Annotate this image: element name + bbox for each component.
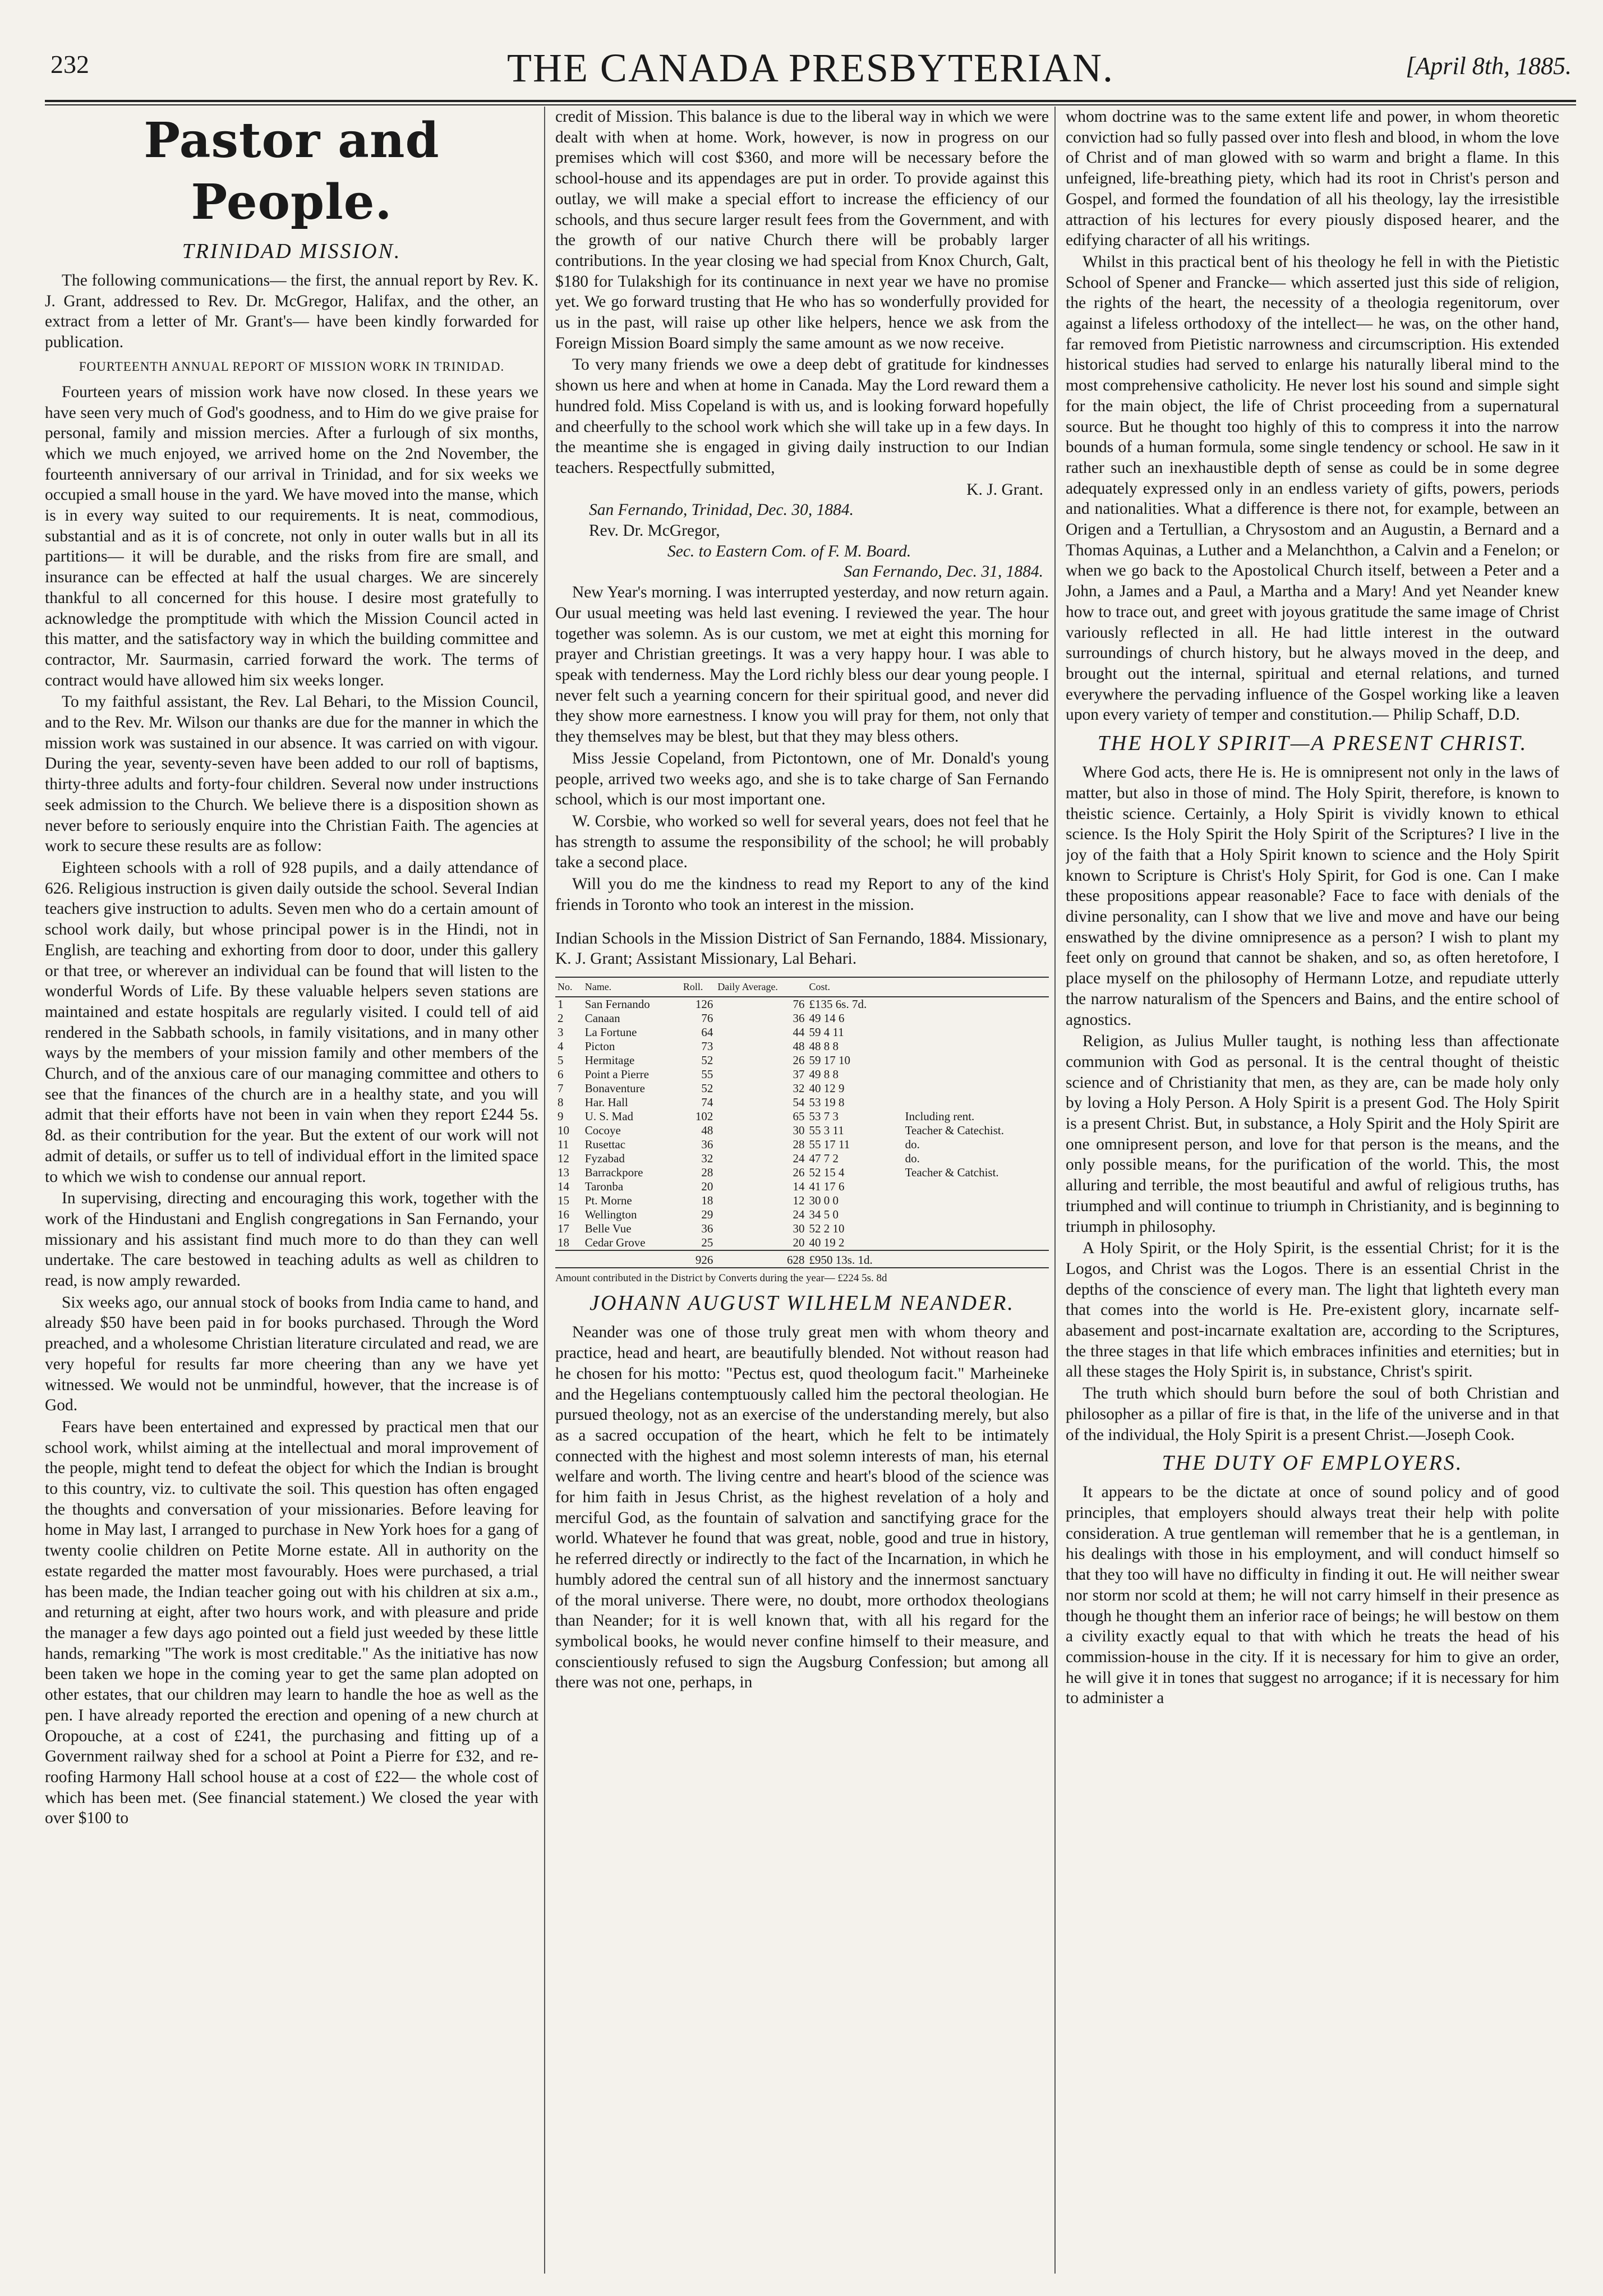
table-cell: 48 <box>701 1124 713 1138</box>
table-cell <box>903 1236 1049 1250</box>
column-1 <box>45 107 538 2274</box>
page-header <box>45 45 1576 101</box>
table-cell: 30 <box>793 1222 805 1236</box>
table-row <box>555 1208 1049 1222</box>
table-cell: 25 <box>701 1236 713 1250</box>
table-row <box>555 1124 1049 1138</box>
column-divider <box>544 107 545 2274</box>
table-cell: Belle Vue <box>584 1222 632 1236</box>
table-cell: Including rent. <box>905 1110 975 1124</box>
table-cell: do. <box>905 1138 920 1152</box>
table-cell: 65 <box>793 1110 805 1124</box>
table-cell: £135 6s. 7d. <box>809 997 867 1011</box>
table-cell: 47 7 2 <box>809 1152 839 1166</box>
table-cell <box>903 1180 1049 1194</box>
table-cell: 54 <box>793 1096 805 1110</box>
table-cell: 52 <box>701 1082 713 1096</box>
table-cell <box>903 1039 1049 1053</box>
body-paragraph: It appears to be the dictate at once of sound policy and of good principles, that employers should always treat their help with polite consideration. A true gentleman will remember that he is a gentleman, in his dealings with those in his employment, and will conduct himself so that they too will have no difficulty in finding it out. He will neither swear nor storm nor scold at them; he will not carry himself in their presence as though he thought them an inferior race of beings; he will bestow on them a civility exactly equal to that with which he treats the head of his commission-house in the city. If it is necessary for him to give an order, he will give it in tones that suggest no arrogance; if it is necessary for him to administer a <box>1066 1483 1559 1708</box>
table-cell: 36 <box>701 1222 713 1236</box>
table-cell <box>903 1025 1049 1039</box>
table-cell <box>903 1096 1049 1110</box>
table-row <box>555 1025 1049 1039</box>
body-paragraph: W. Corsbie, who worked so well for several years, does not feel that he has strength to assume the responsibility of the school; he will probably take a second place. <box>555 812 1049 872</box>
table-row <box>555 1039 1049 1053</box>
table-row <box>555 1152 1049 1166</box>
body-paragraph: credit of Mission. This balance is due to the liberal way in which we were dealt with when at home. Work, however, is now in progress on our premises which will cost $360, and more will be necessary before the school-house and its appendages are put in order. To provide against this outlay, we will make a special effort to increase the efficiency of our schools, and thus secure larger result fees from the Government, and with the growth of our native Church there will be probably larger contributions. In the year closing we had special from Knox Church, Galt, $180 for Tulakshigh for its continuance in next year we have no promise yet. We go forward trusting that He who has so wonderfully provided for us in the past, will raise up other like helpers, hence we ask from the Foreign Mission Board simply the same amount as we now receive. <box>555 108 1049 352</box>
table-cell: do. <box>905 1152 920 1166</box>
table-row <box>555 1166 1049 1180</box>
table-cell <box>903 1208 1049 1222</box>
addressee-title: Sec. to Eastern Com. of F. M. Board. <box>667 542 911 560</box>
table-cell: Pt. Morne <box>584 1194 632 1208</box>
table-caption: Indian Schools in the Mission District of San Fernando, 1884. Missionary, K. J. Grant; Assistant Missionary, Lal Behari. <box>555 930 1048 968</box>
column-header: No. <box>555 977 583 997</box>
table-cell: 20 <box>793 1236 805 1250</box>
table-cell: 16 <box>558 1208 569 1222</box>
column-divider <box>1054 107 1056 2274</box>
table-cell <box>903 1082 1049 1096</box>
table-cell: 8 <box>558 1096 564 1110</box>
table-cell: 55 17 11 <box>809 1138 850 1152</box>
table-row <box>555 1222 1049 1236</box>
table-cell: 52 15 4 <box>809 1166 845 1180</box>
table-cell: Har. Hall <box>584 1096 628 1110</box>
table-cell: Bonaventure <box>584 1082 645 1096</box>
table-cell: 628 <box>715 1250 807 1268</box>
table-cell: 55 <box>701 1068 713 1082</box>
column-header: Name. <box>583 977 681 997</box>
table-cell: Cocoye <box>584 1124 621 1138</box>
table-cell: 53 7 3 <box>809 1110 839 1124</box>
table-cell: 9 <box>558 1110 564 1124</box>
report-place-date: San Fernando, Trinidad, Dec. 30, 1884. <box>589 501 854 519</box>
body-paragraph: Eighteen schools with a roll of 928 pupils, and a daily attendance of 626. Religious instruction is given daily outside the school. Several Indian teachers give instruction to adults. Seven men who do a certain amount of school work daily, but whose principal power is in the Hindi, not in English, are teaching and exhorting from door to door, under this gallery or that tree, or wherever an individual can be found that will listen to the wonderful Words of Life. By these valuable helpers seven stations are maintained and estate hospitals are regularly visited. I could tell of aid rendered in the Sabbath schools, in family visitations, and in many other ways by the members of your mission family and other members of the Church, and of the anxious care of our managing committee and others to see that the finances of the church are in a healthy state, and you will admit that their efforts have not been in vain when they report £244 5s. 8d. as their contribution for the year. But the extent of our work will not admit of details, or suffer us to tell of individual effort in the limited space to which we wish to condense our annual report. <box>45 858 538 1186</box>
table-body <box>555 997 1049 1268</box>
table-cell: 28 <box>701 1166 713 1180</box>
table-cell: 2 <box>558 1011 564 1025</box>
table-cell: Picton <box>584 1039 615 1053</box>
table-cell: 24 <box>793 1152 805 1166</box>
table-cell: 59 17 10 <box>809 1053 851 1068</box>
table-cell <box>903 1222 1049 1236</box>
table-cell: 40 19 2 <box>809 1236 845 1250</box>
table-cell <box>903 1068 1049 1082</box>
table-cell: 5 <box>558 1053 564 1068</box>
intro-paragraph: The following communications— the first, the annual report by Rev. K. J. Grant, addressed to Rev. Dr. McGregor, Halifax, and the other, an extract from a letter of Mr. Grant's— have been kindly forwarded for publication. <box>45 272 538 352</box>
column-header: Roll. <box>681 977 715 997</box>
table-cell: 26 <box>793 1166 805 1180</box>
table-cell: 76 <box>793 997 805 1011</box>
table-cell: Taronba <box>584 1180 624 1194</box>
table-cell: 76 <box>701 1011 713 1025</box>
table-cell: 74 <box>701 1096 713 1110</box>
table-cell <box>555 1250 583 1268</box>
table-cell: 44 <box>793 1025 805 1039</box>
table-cell: 40 12 9 <box>809 1082 845 1096</box>
report-title: FOURTEENTH ANNUAL REPORT OF MISSION WORK IN TRINIDAD. <box>79 359 505 374</box>
signature: K. J. Grant. <box>966 480 1043 499</box>
table-cell: 30 <box>793 1124 805 1138</box>
table-cell: 73 <box>701 1039 713 1053</box>
table-cell: 10 <box>558 1124 569 1138</box>
table-cell: 20 <box>701 1180 713 1194</box>
article-title-trinidad: TRINIDAD MISSION. <box>182 240 402 263</box>
table-cell: 52 2 10 <box>809 1222 845 1236</box>
table-cell: 18 <box>558 1236 569 1250</box>
body-paragraph: In supervising, directing and encouraging this work, together with the work of the Hindustani and English congregations in San Fernando, your missionary and his assistant find much more to do than they can well undertake. The care bestowed in teaching adults as well as children to read, is now amply rewarded. <box>45 1189 538 1290</box>
table-cell: 1 <box>558 997 564 1011</box>
table-cell: 37 <box>793 1068 805 1082</box>
addressee: Rev. Dr. McGregor, <box>589 522 720 540</box>
body-paragraph: Six weeks ago, our annual stock of books from India came to hand, and already $50 have been paid in for books purchased. Through the Word preached, and a wholesome Christian literature circulated and read, we are very hopeful for results far more cheering than any we have yet witnessed. We would not be unmindful, however, that the increase is of God. <box>45 1293 538 1415</box>
table-cell: Teacher & Catchist. <box>905 1166 999 1180</box>
header-rule <box>45 100 1576 102</box>
table-row <box>555 1011 1049 1025</box>
table-cell: 17 <box>558 1222 569 1236</box>
column-header: Daily Average. <box>715 977 807 997</box>
column-header: Cost. <box>807 977 903 997</box>
table-cell: 64 <box>701 1025 713 1039</box>
table-cell: 12 <box>793 1194 805 1208</box>
table-cell: £950 13s. 1d. <box>807 1250 903 1268</box>
table-cell: Barrackpore <box>584 1166 643 1180</box>
table-cell: Canaan <box>584 1011 620 1025</box>
table-cell <box>903 997 1049 1011</box>
body-paragraph: Where God acts, there He is. He is omnipresent not only in the laws of matter, but also in those of mind. The Holy Spirit, therefore, is known to theistic science. Certainly, a Holy Spirit is vividly known to ethical science. Is the Holy Spirit the Holy Spirit of the Scriptures? I live in the joy of the faith that a Holy Spirit known to science and the Holy Spirit known to Scripture is Christ's Holy Spirit, for God is one. Can I make these propositions appear reasonable? Face to face with denials of the divine personality, can I show that we live and move and have our being enswathed by the divine omnipresence as a person? I wish to plant my feet only on ground that cannot be shaken, and so, as often heretofore, I place myself on the philosophy of Hermann Lotze, and repudiate utterly the narrow naturalism of the Spencers and Bains, and the entire school of agnostics. <box>1066 763 1559 1029</box>
table-cell: 15 <box>558 1194 569 1208</box>
table-cell: 6 <box>558 1068 564 1082</box>
table-row <box>555 1138 1049 1152</box>
table-cell <box>903 1053 1049 1068</box>
journal-title: THE CANADA PRESBYTERIAN. <box>506 45 1114 90</box>
section-title: Pastor and People. <box>144 112 440 231</box>
article-title-neander: JOHANN AUGUST WILHELM NEANDER. <box>589 1291 1015 1315</box>
table-cell: 29 <box>701 1208 713 1222</box>
column-3 <box>1066 107 1559 2274</box>
table-cell: 59 4 11 <box>809 1025 844 1039</box>
table-cell: Point a Pierre <box>584 1068 650 1082</box>
table-cell: 26 <box>793 1053 805 1068</box>
body-paragraph: Will you do me the kindness to read my Report to any of the kind friends in Toronto who took an interest in the mission. <box>555 875 1049 914</box>
table-cell: 24 <box>793 1208 805 1222</box>
article-title-employers: THE DUTY OF EMPLOYERS. <box>1162 1451 1463 1475</box>
table-cell: Wellington <box>584 1208 637 1222</box>
table-cell <box>903 1250 1049 1268</box>
article-title-holy-spirit: THE HOLY SPIRIT—A PRESENT CHRIST. <box>1097 731 1528 756</box>
body-paragraph: whom doctrine was to the same extent life and power, in whom theoretic conviction had so fully passed over into flesh and blood, in whom the love of Christ and of man glowed with so warm and bright a flame. In this unfeigned, life-breathing piety, which had its root in Christ's person and Gospel, and formed the foundation of all his theology, lay the irresistible attraction of his lectures for every piously disposed hearer, and the edifying character of all his writings. <box>1066 108 1559 250</box>
body-paragraph: To very many friends we owe a deep debt of gratitude for kindnesses shown us here and when at home in Canada. May the Lord reward them a hundred fold. Miss Copeland is with us, and is looking forward hopefully and cheerfully to the school work which she will take up in a few days. In the meantime she is engaged in giving daily instruction to our Indian teachers. Respectfully submitted, <box>555 356 1049 477</box>
body-paragraph: A Holy Spirit, or the Holy Spirit, is the essential Christ; for it is the Logos, and Christ was the Logos. There is an essential Christ in the depths of the conscience of every man. The light that lighteth every man that comes into the world is He. Pre-existent glory, incarnate self-abasement and post-incarnate exaltation are, according to the Scriptures, the three stages in that life which embraces infinities and eternities; but in all these stages the Holy Spirit is, in substance, Christ's spirit. <box>1066 1239 1559 1381</box>
table-cell: 11 <box>558 1138 569 1152</box>
table-cell: 32 <box>701 1152 713 1166</box>
table-cell: 53 19 8 <box>809 1096 845 1110</box>
table-header-row <box>555 977 1049 997</box>
table-cell: Fyzabad <box>584 1152 625 1166</box>
body-paragraph: New Year's morning. I was interrupted yesterday, and now return again. Our usual meeting was held last evening. I reviewed the year. The hour together was solemn. As is our custom, we met at eight this morning for prayer and Christian greetings. It was a very happy hour. I was able to speak with tenderness. May the Lord richly bless our dear young people. I never felt such a yearning concern for their spiritual good, and never did they show more earnestness. I know you will pray for them, not only that they themselves may be blest, but that they may bless others. <box>555 583 1049 746</box>
body-paragraph: Fears have been entertained and expressed by practical men that our school work, whilst aiming at the intellectual and moral improvement of the people, might tend to defeat the object for which the Indian is brought to this country, viz. to cultivate the soil. This question has often engaged the thoughts and conversation of your missionaries. Before leaving for home in May last, I arranged to purchase in New York hoes for a gang of twenty coolie children on Petite Morne estate. All in authority on the estate regarded the matter most favourably. Hoes were purchased, a trial has been made, the Indian teacher going out with his children at six a.m., and returning at eight, after two hours work, and with pleasure and pride the manager a few days ago pointed out a field just weeded by these little hands, remarking "The work is most creditable." As the initiative has now been taken we hope in the coming year to get the same plan adopted on other estates, that our children may learn to handle the hoe as well as the pen. I have already reported the erection and opening of a new church at Oropouche, at a cost of £241, the purchasing and fitting up of a Government railway shed for a school at Point a Pierre for £32, and re-roofing Harmony Hall school house at a cost of £22— the whole cost of which has been met. (See financial statement.) We closed the year with over $100 to <box>45 1418 538 1828</box>
body-paragraph: To my faithful assistant, the Rev. Lal Behari, to the Mission Council, and to the Rev. Mr. Wilson our thanks are due for the manner in which the mission work was sustained in our absence. It was carried on with vigour. During the year, seventy-seven have been added to our roll of baptisms, thirty-three adults and forty-four children. Several now under instructions seek admission to the Church. We believe there is a disposition shown as never before to seriously enquire into the Christian Faith. The agencies at work to secure these results are as follow: <box>45 693 538 855</box>
table-cell: 49 8 8 <box>809 1068 839 1082</box>
table-cell: Cedar Grove <box>584 1236 646 1250</box>
table-row <box>555 1096 1049 1110</box>
schools-table <box>555 977 1049 1268</box>
table-row <box>555 1068 1049 1082</box>
page-number: 232 <box>50 50 89 79</box>
table-cell: 14 <box>558 1180 569 1194</box>
table-cell: U. S. Mad <box>584 1110 634 1124</box>
table-cell: 41 17 6 <box>809 1180 845 1194</box>
body-paragraph: Neander was one of those truly great men with whom theory and practice, head and heart, are beautifully blended. Not without reason had he chosen for his motto: "Pectus est, quod theologum facit." Marheineke and the Hegelians contemptuously called him the pectoral theologian. He pursued theology, not as an exercise of the understanding merely, but also as a sacred occupation of the heart, which he felt to be intimately connected with the highest and most solemn interests of man, his eternal welfare and worth. The living centre and heart's blood of the science was for him faith in Jesus Christ, as the highest revelation of a holy and merciful God, as the fountain of salvation and sanctifying grace for the world. Whatever he found that was great, noble, good and true in history, he referred directly or indirectly to the fact of the Incarnation, in which he humbly adored the central sun of all history and the innermost sanctuary of the moral universe. There were, no doubt, more orthodox theologians than Neander; for it is well known that, with all his regard for the symbolical books, he would never confine himself to their measure, and conscientiously refused to sign the Augsburg Confession; but among all there was not one, perhaps, in <box>555 1323 1049 1692</box>
body-paragraph: The truth which should burn before the soul of both Christian and philosopher as a pillar of fire is that, in the life of the universe and in that of the individual, the Holy Spirit is a present Christ.—Joseph Cook. <box>1066 1384 1559 1444</box>
table-row <box>555 1053 1049 1068</box>
table-row <box>555 1194 1049 1208</box>
table-row <box>555 1236 1049 1250</box>
table-cell: 7 <box>558 1082 564 1096</box>
table-cell: 30 0 0 <box>809 1194 839 1208</box>
table-cell <box>903 1194 1049 1208</box>
table-cell: 14 <box>793 1180 805 1194</box>
table-row <box>555 1082 1049 1096</box>
table-cell: 102 <box>695 1110 713 1124</box>
table-cell <box>903 1011 1049 1025</box>
table-cell: 12 <box>558 1152 569 1166</box>
column-2 <box>555 107 1049 2274</box>
table-cell: 3 <box>558 1025 564 1039</box>
table-cell: 926 <box>681 1250 715 1268</box>
table-cell: Hermitage <box>584 1053 635 1068</box>
body-paragraph: Miss Jessie Copeland, from Pictontown, one of Mr. Donald's young people, arrived two weeks ago, and she is to take charge of San Fernando school, which is our most important one. <box>555 749 1049 809</box>
table-total-row <box>555 1250 1049 1268</box>
table-cell: Teacher & Catechist. <box>905 1124 1005 1138</box>
issue-date: [April 8th, 1885. <box>1406 52 1572 80</box>
table-note: Amount contributed in the District by Converts during the year— £224 5s. 8d <box>555 1272 887 1285</box>
table-cell: 18 <box>701 1194 713 1208</box>
column-header <box>903 977 1049 997</box>
body-paragraph: Religion, as Julius Muller taught, is nothing less than affectionate communion with God as personal. It is the central thought of theistic science and of Christianity that men, as they are, can be made holy only by loving a Holy Person. A Holy Spirit is a present God. The Holy Spirit is a present Christ. But, in substance, a Holy Spirit and the Holy Spirit are one omnipresent person, and love for that person is the means, and the only possible means, for the purification of the world. This, the most alluring and terrible, the most beautiful and awful of religious truths, has triumphed and will continue to triumph in Christianity, and is beginning to triumph in philosophy. <box>1066 1032 1559 1236</box>
table-cell: 32 <box>793 1082 805 1096</box>
header-rule-thin <box>45 104 1576 105</box>
table-cell: Rusettac <box>584 1138 626 1152</box>
letter-date: San Fernando, Dec. 31, 1884. <box>844 563 1043 581</box>
table-cell: 4 <box>558 1039 564 1053</box>
table-cell: San Fernando <box>584 997 650 1011</box>
table-row <box>555 997 1049 1011</box>
table-cell: 36 <box>793 1011 805 1025</box>
table-row <box>555 1110 1049 1124</box>
table-cell: La Fortune <box>584 1025 637 1039</box>
table-cell: 49 14 6 <box>809 1011 845 1025</box>
table-cell: 126 <box>695 997 713 1011</box>
table-cell <box>583 1250 681 1268</box>
table-cell: 28 <box>793 1138 805 1152</box>
table-cell: 52 <box>701 1053 713 1068</box>
table-cell: 48 8 8 <box>809 1039 839 1053</box>
table-cell: 34 5 0 <box>809 1208 839 1222</box>
table-cell: 48 <box>793 1039 805 1053</box>
table-cell: 13 <box>558 1166 569 1180</box>
body-paragraph: Whilst in this practical bent of his theology he fell in with the Pietistic School of Spener and Francke— which asserted just this side of religion, the rights of the heart, the necessity of a theologia regenitorum, over against a lifeless orthodoxy of the intellect— he was, on the other hand, far removed from Pietistic narrowness and circumscription. His extended historical studies had served to enlarge his naturally liberal mind to the most comprehensive catholicity. He never lost his sound and simple sight for the main object, the life of Christ proceeding from a supernatural source. But he thought too highly of this to compress it into the narrow bounds of a human formula, some single tendency or school. He saw in it rather such an inexhaustible depth of sense as could be in some degree adequately expressed only in an endless variety of gifts, powers, periods and nationalities. What a difference is there not, for example, between an Origen and a Tertullian, a Chrysostom and an Augustin, a Bernard and a Thomas Aquinas, a Luther and a Melanchthon, a Calvin and a Fenelon; or when we go back to the Apostolical Church itself, between a Peter and a John, a James and a Paul, a Martha and a Mary! And yet Neander knew how to trace out, and greet with joyous gratitude the same image of Christ variously reflected in all. He had little interest in the outward surroundings of church history, but he always moved in the deep, and brought out the internal, spiritual and eternal relations, and turned everywhere the pervading influence of the Gospel working like a leaven upon every variety of temper and constitution.— Philip Schaff, D.D. <box>1066 252 1559 724</box>
table-cell: 36 <box>701 1138 713 1152</box>
body-paragraph: Fourteen years of mission work have now closed. In these years we have seen very much of God's goodness, and to Him do we give praise for personal, family and mission mercies. After a furlough of six months, which we much enjoyed, we arrived home on the 2nd November, the fourteenth anniversary of our arrival in Trinidad, and for six weeks we occupied a small house in the yard. We have moved into the manse, which is in every way suited to our requirements. It is neat, commodious, substantial and as it is of concrete, not only in outer walls but in all its partitions— it will be durable, and the risks from fire are small, and insurance can be effected at half the usual charges. We are sincerely thankful to all concerned for this house. I desire most gratefully to acknowledge the promptitude with which the Mission Council acted in this matter, and the satisfactory way in which the building committee and contractor, Mr. Saurmasin, carried forward the work. The terms of contract would have allowed him six weeks longer. <box>45 383 538 689</box>
table-cell: 55 3 11 <box>809 1124 844 1138</box>
table-row <box>555 1180 1049 1194</box>
